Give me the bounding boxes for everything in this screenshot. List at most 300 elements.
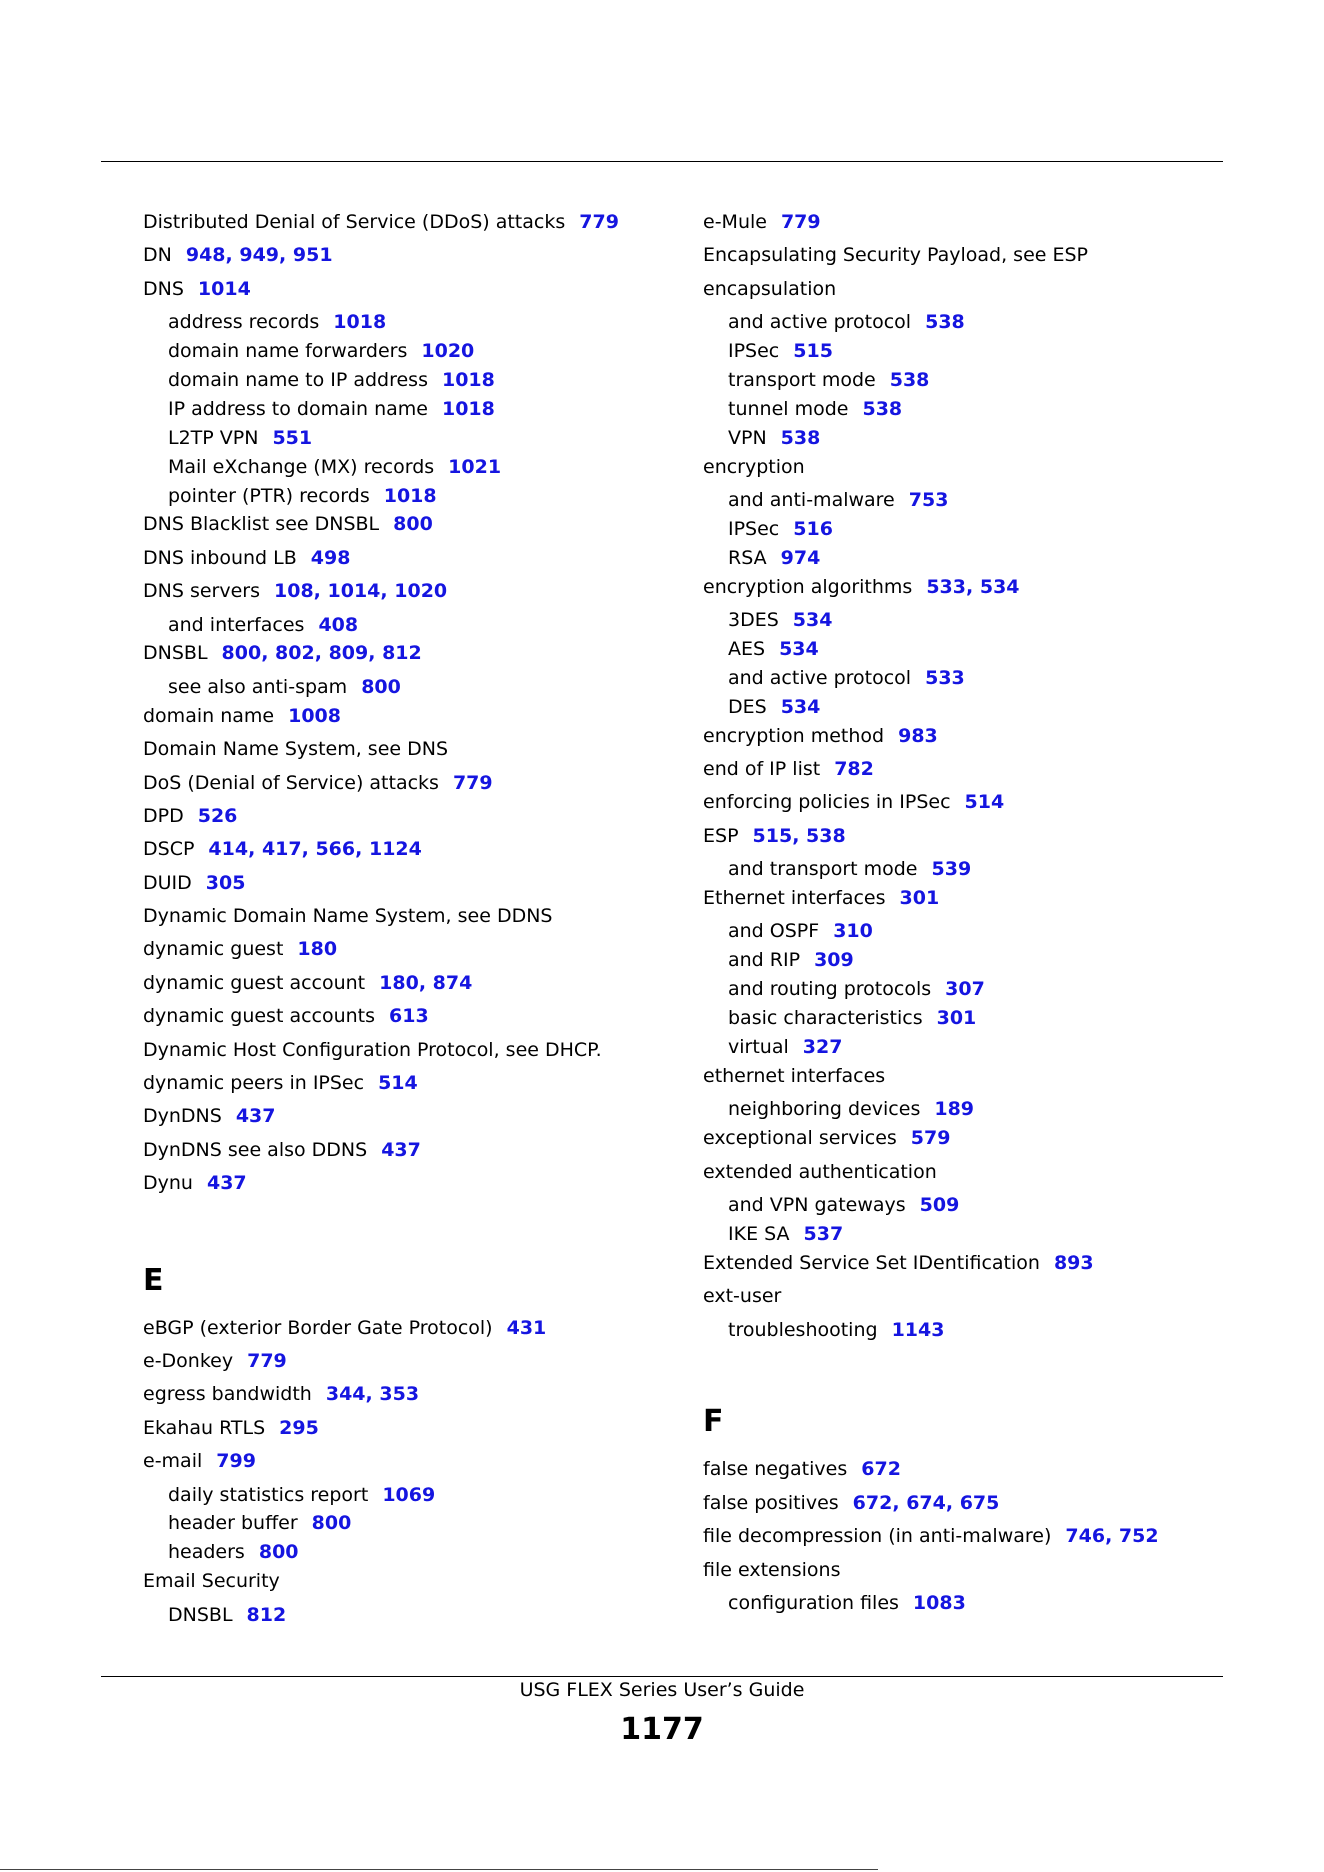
page-link[interactable]: 189 — [934, 1098, 975, 1121]
index-entry — [703, 453, 1243, 486]
index-subentry — [143, 366, 683, 395]
index-term: end of IP list — [703, 758, 821, 781]
page-link[interactable]: 514 — [964, 791, 1005, 814]
index-subentry — [143, 1538, 683, 1567]
page-link[interactable]: 305 — [205, 871, 246, 894]
index-term: and active protocol — [728, 311, 912, 334]
index-term: AES — [728, 637, 766, 660]
index-term: DN — [143, 244, 172, 267]
section-gap — [143, 1203, 683, 1248]
page-separator: , — [248, 838, 262, 861]
page-link[interactable]: 1021 — [448, 455, 502, 478]
section-letter-heading: F — [703, 1404, 724, 1440]
index-entry — [143, 241, 683, 274]
page-references — [274, 580, 447, 602]
page-link[interactable]: 514 — [378, 1072, 418, 1095]
page-link[interactable]: 949 — [239, 244, 280, 267]
page-references — [379, 972, 472, 994]
index-term: Email Security — [143, 1570, 280, 1593]
page-references — [781, 696, 821, 718]
page-separator: , — [1105, 1525, 1119, 1548]
index-term: IPSec — [728, 340, 780, 363]
index-entry — [703, 573, 1243, 606]
page-separator: , — [365, 1383, 380, 1406]
index-term: Dynamic Host Configuration Protocol, see DHCP. — [143, 1038, 602, 1061]
page-link[interactable]: 1020 — [421, 340, 475, 363]
index-subentry — [703, 337, 1243, 366]
page-link[interactable]: 672 — [861, 1458, 901, 1481]
page-separator: , — [368, 642, 383, 665]
page-separator: , — [418, 971, 433, 994]
page-separator: , — [225, 244, 240, 267]
page-references — [753, 825, 846, 847]
index-entry — [703, 884, 1243, 917]
page-link[interactable]: 538 — [862, 397, 903, 420]
page-references — [236, 1105, 276, 1127]
page-link[interactable]: 344 — [325, 1383, 366, 1406]
index-subentry — [703, 515, 1243, 544]
index-term: and anti-malware — [728, 489, 895, 512]
page-link[interactable]: 812 — [382, 642, 422, 665]
index-term: domain name forwarders — [168, 340, 408, 363]
page-references — [442, 398, 495, 420]
page-link[interactable]: 309 — [814, 949, 854, 972]
page-link[interactable]: 948 — [185, 244, 226, 267]
page-link[interactable]: 533 — [926, 575, 966, 598]
page-link[interactable]: 779 — [579, 211, 619, 233]
page-references — [247, 1350, 287, 1372]
index-subentry — [143, 1509, 683, 1538]
page-link[interactable]: 893 — [1053, 1251, 1094, 1274]
index-entry — [143, 935, 683, 968]
page-references — [909, 489, 949, 511]
page-link[interactable]: 799 — [216, 1450, 256, 1473]
index-entry — [143, 275, 683, 308]
page-link[interactable]: 414 — [208, 838, 249, 861]
index-term: egress bandwidth — [143, 1383, 312, 1406]
page-link[interactable]: 951 — [292, 244, 333, 267]
index-entry — [703, 822, 1243, 855]
page-link[interactable]: 534 — [792, 609, 833, 632]
page-references — [421, 340, 474, 362]
page-link[interactable]: 515 — [752, 824, 793, 847]
index-subentry — [703, 917, 1243, 946]
page-references — [934, 1098, 974, 1120]
index-entry — [143, 902, 683, 935]
index-subentry — [703, 606, 1243, 635]
page-references — [833, 920, 873, 942]
page-references — [945, 978, 985, 1000]
page-references — [207, 1172, 247, 1194]
index-term: and active protocol — [728, 666, 912, 689]
index-entry — [703, 1158, 1243, 1191]
page-references — [389, 1005, 429, 1027]
page-references — [803, 1036, 843, 1058]
index-subentry — [703, 664, 1243, 693]
index-term: and transport mode — [728, 858, 918, 881]
index-subentry — [143, 424, 683, 453]
page-link[interactable]: 874 — [432, 971, 473, 994]
page-link[interactable]: 812 — [246, 1603, 287, 1626]
index-term: and RIP — [728, 949, 801, 972]
page-link[interactable]: 674 — [906, 1491, 946, 1514]
page-references — [208, 838, 421, 860]
index-term: encryption — [703, 455, 805, 478]
page-link[interactable]: 417 — [261, 838, 302, 861]
index-term: domain name to IP address — [168, 368, 428, 391]
index-term: IP address to domain name — [168, 397, 428, 420]
index-term: Encapsulating Security Payload, see ESP — [703, 244, 1089, 267]
page-link[interactable]: 431 — [506, 1316, 547, 1339]
page-references — [804, 1223, 844, 1245]
page-references — [781, 547, 821, 569]
index-term: Domain Name System, see DNS — [143, 738, 449, 761]
index-term: Dynu — [143, 1172, 193, 1195]
page-link[interactable]: 551 — [272, 426, 313, 449]
index-subentry — [703, 1191, 1243, 1220]
page-separator: , — [279, 244, 293, 267]
index-term: DNSBL — [168, 1603, 233, 1626]
index-term: DynDNS — [143, 1105, 222, 1128]
index-term: tunnel mode — [728, 397, 849, 420]
page-references — [507, 1317, 547, 1339]
page-references — [259, 1541, 299, 1563]
index-entry — [143, 544, 683, 577]
index-term: neighboring devices — [728, 1098, 921, 1121]
page-link[interactable]: 566 — [315, 838, 356, 861]
index-term: Extended Service Set IDentification — [703, 1251, 1040, 1274]
page-link[interactable]: 579 — [910, 1127, 951, 1150]
page-references — [925, 311, 965, 333]
index-entry — [703, 1522, 1243, 1555]
index-entry — [143, 1380, 683, 1413]
index-entry — [703, 755, 1243, 788]
page-link[interactable]: 779 — [780, 211, 821, 233]
page-references — [312, 1512, 352, 1534]
index-entry — [143, 735, 683, 768]
page-link[interactable]: 1018 — [441, 368, 495, 391]
index-entry — [143, 1136, 683, 1169]
page-link[interactable]: 983 — [898, 724, 938, 747]
page-references — [900, 887, 940, 909]
index-subentry — [703, 395, 1243, 424]
page-link[interactable]: 974 — [780, 546, 821, 569]
page-link[interactable]: 1014 — [197, 277, 251, 300]
index-subentry — [143, 1601, 683, 1630]
page-references — [793, 340, 833, 362]
page-references — [247, 1604, 287, 1626]
page-link[interactable]: 800 — [221, 642, 262, 665]
index-entry — [143, 802, 683, 835]
index-subentry — [703, 1095, 1243, 1124]
index-entry — [703, 1556, 1243, 1589]
index-subentry — [703, 308, 1243, 337]
page-link[interactable]: 108 — [274, 580, 314, 603]
section-letter-heading: E — [143, 1262, 164, 1298]
index-subentry — [143, 453, 683, 482]
page-references — [965, 791, 1005, 813]
page-link[interactable]: 672 — [852, 1491, 893, 1514]
index-term: dynamic guest accounts — [143, 1005, 376, 1028]
page-link[interactable]: 675 — [959, 1491, 1000, 1514]
index-entry — [143, 1069, 683, 1102]
page-link[interactable]: 539 — [931, 858, 972, 881]
page-separator: , — [313, 580, 328, 603]
page-references — [779, 638, 819, 660]
index-entry — [143, 1102, 683, 1135]
index-term: extended authentication — [703, 1160, 937, 1183]
index-subentry — [143, 395, 683, 424]
index-term: address records — [168, 311, 320, 334]
index-term: false negatives — [703, 1458, 848, 1481]
index-subentry — [703, 946, 1243, 975]
page-link[interactable]: 353 — [379, 1383, 420, 1406]
page-references — [579, 211, 619, 233]
index-term: basic characteristics — [728, 1007, 923, 1030]
index-entry — [143, 969, 683, 1002]
index-entry — [143, 510, 683, 543]
index-entry — [143, 869, 683, 902]
page-references — [898, 725, 938, 747]
page-link[interactable]: 537 — [803, 1222, 844, 1245]
page-references — [361, 676, 401, 698]
index-entry — [143, 1169, 683, 1202]
page-references — [326, 1383, 419, 1405]
page-link[interactable]: 1018 — [383, 484, 437, 507]
index-entry — [143, 208, 683, 241]
index-term: Mail eXchange (MX) records — [168, 455, 435, 478]
index-term: DNS Blacklist see DNSBL — [143, 513, 380, 536]
page-references — [932, 858, 972, 880]
index-subentry — [703, 424, 1243, 453]
index-term: configuration files — [728, 1592, 899, 1615]
page-references — [781, 427, 821, 449]
index-term: Distributed Denial of Service (DDoS) attacks — [143, 211, 566, 233]
page-link[interactable]: 327 — [802, 1036, 843, 1059]
index-term: and OSPF — [728, 920, 820, 943]
index-term: DPD — [143, 804, 184, 827]
index-entry — [703, 208, 1243, 241]
index-term: e-Mule — [703, 211, 767, 233]
page-link[interactable]: 515 — [793, 340, 833, 363]
index-entry — [703, 1282, 1243, 1315]
index-term: enforcing policies in IPSec — [703, 791, 951, 814]
page-link[interactable]: 538 — [889, 368, 930, 391]
index-term: dynamic guest account — [143, 971, 366, 994]
footer-guide-title: USG FLEX Series User’s Guide — [519, 1679, 805, 1701]
index-term: virtual — [728, 1036, 789, 1059]
index-entry — [703, 1455, 1243, 1488]
index-subentry — [703, 366, 1243, 395]
page-link[interactable]: 779 — [247, 1350, 287, 1372]
page-references — [911, 1127, 951, 1149]
page-references — [333, 311, 386, 333]
page-references — [216, 1450, 256, 1472]
index-term: DUID — [143, 871, 192, 894]
page-link[interactable]: 301 — [899, 887, 940, 910]
page-link[interactable]: 1014 — [327, 580, 381, 603]
page-link[interactable]: 534 — [779, 637, 819, 660]
page-link[interactable]: 310 — [833, 920, 873, 943]
page-separator: , — [355, 838, 369, 861]
page-link[interactable]: 437 — [206, 1172, 247, 1195]
index-subentry — [143, 482, 683, 511]
index-term: e-Donkey — [143, 1350, 234, 1372]
page-references — [288, 705, 341, 727]
page-link[interactable]: 800 — [361, 675, 401, 698]
page-link[interactable]: 534 — [979, 575, 1020, 598]
index-term: Ekahau RTLS — [143, 1416, 266, 1439]
page-link[interactable]: 800 — [393, 513, 433, 536]
page-references — [297, 938, 337, 960]
index-entry — [143, 1567, 683, 1600]
page-link[interactable]: 753 — [908, 489, 949, 512]
header-rule — [101, 161, 1223, 162]
page-link[interactable]: 498 — [310, 546, 351, 569]
page-separator: , — [314, 642, 329, 665]
index-entry — [703, 722, 1243, 755]
index-entry — [703, 275, 1243, 308]
index-entry — [703, 1062, 1243, 1095]
index-subentry — [703, 486, 1243, 515]
index-subentry — [703, 1004, 1243, 1033]
page-references — [937, 1007, 977, 1029]
page-references — [920, 1194, 960, 1216]
index-entry — [143, 1447, 683, 1480]
index-term: dynamic guest — [143, 938, 284, 961]
page-separator: , — [261, 642, 276, 665]
page-references — [861, 1458, 901, 1480]
page-references — [198, 805, 238, 827]
page-references — [318, 614, 358, 636]
page-link[interactable]: 1008 — [288, 704, 341, 727]
page-references — [793, 609, 833, 631]
page-link[interactable]: 1143 — [891, 1318, 945, 1341]
page-references — [198, 278, 251, 300]
page-link[interactable]: 779 — [452, 771, 493, 794]
page-references — [272, 427, 312, 449]
page-link[interactable]: 809 — [328, 642, 369, 665]
index-term: Ethernet interfaces — [703, 887, 886, 910]
index-term: troubleshooting — [728, 1318, 878, 1341]
scan-edge-line — [0, 1869, 878, 1870]
index-term: DSCP — [143, 838, 195, 861]
page-references — [448, 456, 501, 478]
index-term: DES — [728, 695, 767, 718]
index-entry — [143, 769, 683, 802]
page-references — [222, 642, 422, 664]
page-link[interactable]: 800 — [258, 1541, 299, 1564]
page-references — [834, 758, 874, 780]
index-term: DNS servers — [143, 580, 260, 603]
index-entry — [703, 1489, 1243, 1522]
page-references — [892, 1319, 945, 1341]
index-term: RSA — [728, 546, 767, 569]
page-link[interactable]: 782 — [834, 758, 874, 781]
index-term: DynDNS see also DDNS — [143, 1138, 368, 1161]
section-gap — [703, 1344, 1243, 1389]
index-column-left — [143, 208, 683, 1630]
page-link[interactable]: 1018 — [333, 311, 387, 334]
page-references — [382, 1484, 435, 1506]
index-term: IKE SA — [728, 1222, 790, 1245]
page-link[interactable]: 295 — [279, 1416, 319, 1439]
page-link[interactable]: 538 — [780, 426, 821, 449]
index-term: ethernet interfaces — [703, 1064, 886, 1087]
index-term: VPN — [728, 426, 767, 449]
page-link[interactable]: 802 — [275, 642, 315, 665]
page-references — [381, 1139, 421, 1161]
index-entry — [143, 1002, 683, 1035]
page-link[interactable]: 1083 — [912, 1592, 966, 1615]
index-term: false positives — [703, 1491, 839, 1514]
page-link[interactable]: 534 — [780, 695, 821, 718]
page-references — [926, 576, 1019, 598]
page-link[interactable]: 180 — [297, 938, 338, 961]
page-link[interactable]: 538 — [925, 311, 965, 334]
page-references — [393, 513, 433, 535]
page-link[interactable]: 613 — [389, 1005, 429, 1028]
index-term: DoS (Denial of Service) attacks — [143, 771, 439, 794]
index-term: and interfaces — [168, 613, 305, 636]
index-term: headers — [168, 1541, 245, 1564]
page-link[interactable]: 1069 — [382, 1483, 436, 1506]
page-link[interactable]: 752 — [1118, 1525, 1159, 1548]
index-subentry — [703, 635, 1243, 664]
page-link[interactable]: 437 — [381, 1138, 421, 1161]
page-references — [442, 369, 495, 391]
page-references — [853, 1492, 1000, 1514]
page-link[interactable]: 509 — [919, 1194, 960, 1216]
index-term: DNS inbound LB — [143, 546, 297, 569]
page-references — [279, 1417, 319, 1439]
index-term: ext-user — [703, 1285, 782, 1308]
page-link[interactable]: 408 — [318, 613, 359, 636]
page-link[interactable]: 800 — [311, 1512, 352, 1535]
index-subentry — [143, 337, 683, 366]
page-link[interactable]: 1018 — [441, 397, 495, 420]
index-entry — [143, 639, 683, 672]
index-subentry — [703, 1316, 1243, 1345]
page-link[interactable]: 307 — [945, 978, 985, 1001]
index-term: pointer (PTR) records — [168, 484, 370, 507]
index-term: IPSec — [728, 517, 780, 540]
page-link[interactable]: 516 — [793, 517, 833, 540]
page-link[interactable]: 1124 — [368, 838, 422, 861]
page-references — [925, 667, 965, 689]
page-link[interactable]: 437 — [235, 1105, 276, 1128]
page-link[interactable]: 746 — [1065, 1525, 1106, 1548]
index-term: and routing protocols — [728, 978, 932, 1001]
index-term: file extensions — [703, 1558, 841, 1581]
index-subentry — [703, 1033, 1243, 1062]
page-references — [206, 872, 246, 894]
page-references — [862, 398, 902, 420]
page-link[interactable]: 180 — [379, 971, 419, 994]
index-entry — [703, 788, 1243, 821]
page-link[interactable]: 533 — [925, 666, 965, 689]
page-references — [793, 518, 833, 540]
index-term: e-mail — [143, 1450, 203, 1473]
page-link[interactable]: 526 — [197, 804, 238, 827]
index-term: transport mode — [728, 368, 876, 391]
page-link[interactable]: 1020 — [394, 580, 448, 603]
page-link[interactable]: 301 — [936, 1007, 977, 1030]
page-separator: , — [892, 1491, 907, 1514]
page-link[interactable]: 538 — [806, 824, 846, 847]
index-term: encryption method — [703, 724, 885, 747]
page-references — [186, 244, 333, 266]
